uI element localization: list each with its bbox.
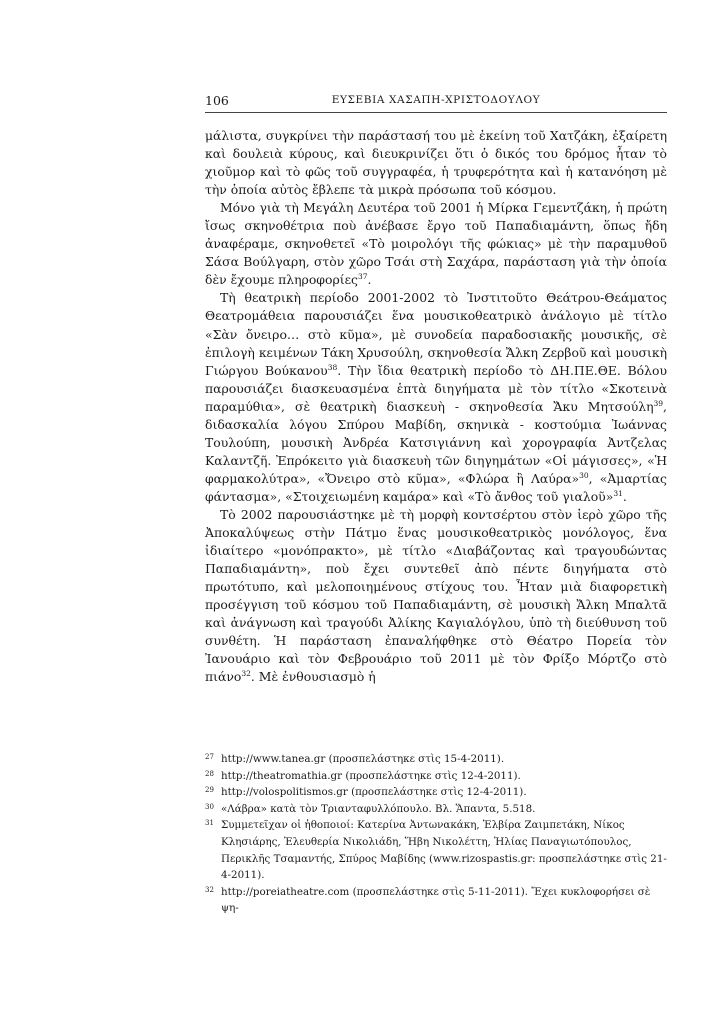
paragraph-4-text-a: Τὸ 2002 παρουσιάστηκε μὲ τὴ μορφὴ κοντσέρτου στὸν ἱερὸ χῶρο τῆς Ἀποκαλύψεως στὴν Πάτμο ἕνας μουσικοθεατρικὸς μονόλογος, ἕνα ἰδιαίτερο «μονόπρακτο», μὲ τίτλο «Διαβάζοντας καὶ τραγουδώντας Παπαδιαμάντη», ποὺ ἔχει συντεθεῖ ἀπὸ πέντε διηγήματα στὸ πρωτότυπο, καὶ μελοποιημένους στίχους του. Ἦταν μιὰ διαφορετικὴ προσέγγιση τοῦ κόσμου τοῦ Παπαδιαμάντη, σὲ μουσικὴ Ἄλκη Μπαλτᾶ καὶ ἀνάγνωση καὶ τραγούδι Ἀλίκης Καγιαλόγλου, ὑπὸ τὴ διεύθυνση τοῦ συνθέτη. Ἡ παράσταση ἐπαναλήφθηκε στὸ Θέατρο Πορεία τὸν Ἰανουάριο καὶ τὸν Φεβρουάριο τοῦ 2011 μὲ τὸν Φρίξο Μόρτζο στὸ πιάνο [205,506,667,685]
paragraph-3-text-d: , «Ἀμαρτίας φάντασμα», «Στοιχειωμένη καμάρα» καὶ «Τὸ ἄνθος τοῦ γιαλοῦ» [205,470,667,504]
paragraph-3-text-a: Τὴ θεατρικὴ περίοδο 2001-2002 τὸ Ἰνστιτοῦτο Θεάτρου-Θεάματος Θεατρομάθεια παρουσιάζει ἕνα μουσικοθεατρικὸ ἀνάλογιο μὲ τίτλο «Σὰν ὄνειρο… στὸ κῦμα», μὲ συνοδεία παραδοσιακῆς μουσικῆς, σὲ ἐπιλογὴ κειμένων Τάκη Χρυσούλη, σκηνοθεσία Ἄλκη Ζερβοῦ καὶ μουσικὴ Γιώργου Βούκανου [205,290,667,378]
footnote-30 [205,801,667,818]
paragraph-3-text-e: . [622,488,627,504]
paragraph-4 [205,506,667,686]
paragraph-3-text-c: , διδασκαλία λόγου Σπύρου Μαβίδη, σκηνικὰ - κοστούμια Ἰωάννας Τουλούπη, μουσικὴ Ἀνδρέα Κατσιγιάννη καὶ χορογραφία Ἀντζελας Καλαντζῆ. Ἐπρόκειτο γιὰ διασκευὴ τῶν διηγημάτων «Οἱ μάγισσες», «Ἡ φαρμακολύτρα», «Ὄνειρο στὸ κῦμα», «Φλώρα ἢ Λαύρα» [205,398,667,486]
paragraph-1-text: μάλιστα, συγκρίνει τὴν παράστασή του μὲ ἐκείνη τοῦ Χατζάκη, ἐξαίρετη καὶ δουλειὰ κύρους, καὶ διευκρινίζει ὅτι ὁ δικός του δρόμος ἦταν τὸ χιοῦμορ καὶ τὸ φῶς τοῦ συγγραφέα, ἡ τρυφερότητα καὶ ἡ κατανόηση μὲ τὴν ὁποία αὐτὸς ἔβλεπε τὰ μικρὰ πρόσωπα τοῦ κόσμου. [205,128,667,198]
footnote-ref-30: 30 [579,470,589,480]
footnote-text: http://www.tanea.gr (προσπελάστηκε στὶς 15-4-2011). [221,753,505,765]
paragraph-4-text-b: . Μὲ ἐνθουσιασμὸ ἡ [250,669,376,685]
footnote-ref-29: 39 [653,398,664,408]
footnote-text: http://theatromathia.gr (προσπελάστηκε στὶς 12-4-2011). [221,769,521,782]
running-title: ΕΥΣΕΒΙΑ ΧΑΣΑΠΗ-ΧΡΙΣΤΟΔΟΥΛΟΥ [331,94,541,106]
footnote-number: 32 [205,885,214,894]
footnote-ref-37: 37 [357,272,368,282]
footnote-27 [205,751,667,768]
footnote-31 [205,817,667,883]
paragraph-1 [205,127,667,199]
footnote-32 [205,884,667,917]
paragraph-2: Μόνο γιὰ τὴ Μεγάλη Δευτέρα τοῦ 2001 ἡ Μίρκα Γεμεντζάκη, ἡ πρώτη ἴσως σκηνοθέτρια ποὺ ἀνέβασε ἔργο τοῦ Παπαδιαμάντη, ὅπως ἤδη ἀναφέραμε, σκηνοθετεῖ «Τὸ μοιρολόγι τῆς φώκιας» μὲ τὴν παραμυθοῦ Σάσα Βούλγαρη, στὸν χῶρο Τσάι στὴ Σαχάρα, παράσταση γιὰ τὴν ὁποία δὲν ἔχουμε πληροφορίες$^{37}$. [205,200,667,288]
footnote-ref-32: 32 [241,669,251,679]
footnote-number: 29 [205,786,214,795]
footnote-text: Συμμετεῖχαν οἱ ἠθοποιοί: Κατερίνα Ἀντωνακάκη, Ἐλβίρα Ζαιμπετάκη, Νίκος Κλησιάρης, Ἐλευθερία Νικολιάδη, Ἥβη Νικολέττη, Ἠλίας Παναγιωτόπουλος, Περικλῆς Τσαμαντής, Σπύρος Μαβίδης (www.rizospastis.gr: προσπελάστηκε στὶς 21-4-2011). [221,819,667,882]
footnote-text: «Λάβρα» κατὰ τὸν Τριανταφυλλόπουλο. Βλ. Ἅπαντα, 5.518. [221,802,536,815]
footnote-ref-31: 31 [613,488,623,498]
header-rule [205,112,667,113]
footnote-text: http://poreiatheatre.com (προσπελάστηκε στὶς 5-11-2011). Ἔχει κυκλοφορήσει σὲ ψη- [221,885,651,915]
paragraph-3 [205,289,667,506]
main-text [205,127,667,686]
footnote-number: 31 [205,819,214,828]
footnote-ref-28: 38 [327,362,338,372]
footnote-number: 28 [205,769,214,778]
footnote-number: 27 [205,753,214,761]
footnotes [205,751,667,917]
paragraph-3-text-b: . Τὴν ἴδια θεατρικὴ περίοδο τὸ ΔΗ.ΠΕ.ΘΕ. Βόλου παρουσιάζει διασκευασμένα ἑπτὰ διηγήματα μὲ τὸν τίτλο «Σκοτεινὰ παραμύθια», σὲ θεατρικὴ διασκευὴ - σκηνοθεσία Ἄκυ Μητσούλη [205,362,667,414]
paragraph-2-text: Μόνο γιὰ τὴ Μεγάλη Δευτέρα τοῦ 2001 ἡ Μίρκα Γεμεντζάκη, ἡ πρώτη ἴσως σκηνοθέτρια ποὺ ἀνέβασε ἔργο τοῦ Παπαδιαμάντη, ὅπως ἤδη ἀναφέραμε, σκηνοθετεῖ «Τὸ μοιρολόγι τῆς φώκιας» μὲ τὴν παραμυθοῦ Σάσα Βούλγαρη, στὸν χῶρο Τσάι στὴ Σαχάρα, παράσταση γιὰ τὴν ὁποία δὲν ἔχουμε πληροφορίες [205,200,667,288]
footnote-text: http://volospolitismos.gr (προσπελάστηκε στὶς 12-4-2011). [221,786,527,799]
footnote-29 [205,784,667,801]
page-number: 106 [205,93,229,108]
footnote-28 [205,768,667,785]
footnote-number: 30 [205,802,214,811]
page-header [205,93,667,109]
